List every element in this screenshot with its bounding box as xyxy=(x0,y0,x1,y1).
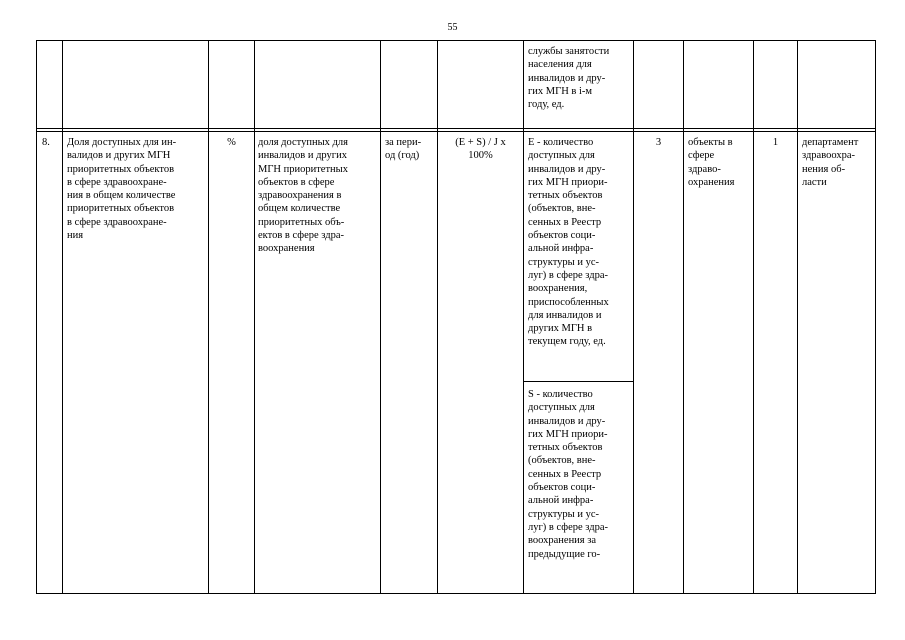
table-bottom-border xyxy=(36,593,876,594)
unit-of-measure: % xyxy=(227,137,236,148)
variable-e-description: E - количество доступных для инвалидов и дру- гих МГН приори- тетных объектов (объектов, вне- сенных в Реестр объектов соци- альной инфра- структуры и ус- луг) в сфере здра- воохранения, приспособленных для инвалидов и других МГН в текущем году, ед. xyxy=(528,137,609,348)
col-border xyxy=(208,40,209,594)
calculation-formula: (E + S) / J x 100% xyxy=(455,137,506,162)
col-border xyxy=(753,40,754,594)
col-border xyxy=(36,40,37,594)
col-border xyxy=(875,40,876,594)
indicator-name: Доля доступных для ин- валидов и других МГН приоритетных объектов в сфере здравоохране- ния в общем количестве приоритетных объектов в сфере здравоохране- ния xyxy=(67,137,177,242)
col-border xyxy=(633,40,634,594)
col-border xyxy=(683,40,684,594)
indicator-definition: доля доступных для инвалидов и других МГН приоритетных объектов в сфере здравоохранения в общем количестве приоритетных объ- ектов в сфере здра- воохранения xyxy=(258,137,348,255)
method-code: 3 xyxy=(655,137,662,148)
col-border xyxy=(62,40,63,594)
continued-formula-text: службы занятости населения для инвалидов и дру- гих МГН в i-м году, ед. xyxy=(528,46,610,111)
responsible-body: департамент здравоохра- нения об- ласти xyxy=(802,137,859,188)
col-border xyxy=(380,40,381,594)
page-number: 55 xyxy=(447,22,458,33)
collection-code: 1 xyxy=(772,137,779,148)
col-border xyxy=(523,40,524,594)
table-top-border xyxy=(36,40,876,41)
periodicity: за пери- од (год) xyxy=(385,137,422,162)
col-border xyxy=(254,40,255,594)
object-scope: объекты в сфере здраво- охранения xyxy=(688,137,735,188)
row-number: 8. xyxy=(42,137,50,148)
sub-row-divider xyxy=(523,381,633,382)
variable-s-description: S - количество доступных для инвалидов и дру- гих МГН приори- тетных объектов (объектов, вне- сенных в Реестр объектов соци- альной инфра- структуры и ус- луг) в сфере здра- воохранения за предыдущие го- xyxy=(528,389,608,560)
row-divider xyxy=(36,128,876,129)
col-border xyxy=(437,40,438,594)
row-divider-formula xyxy=(36,131,876,132)
col-border xyxy=(797,40,798,594)
